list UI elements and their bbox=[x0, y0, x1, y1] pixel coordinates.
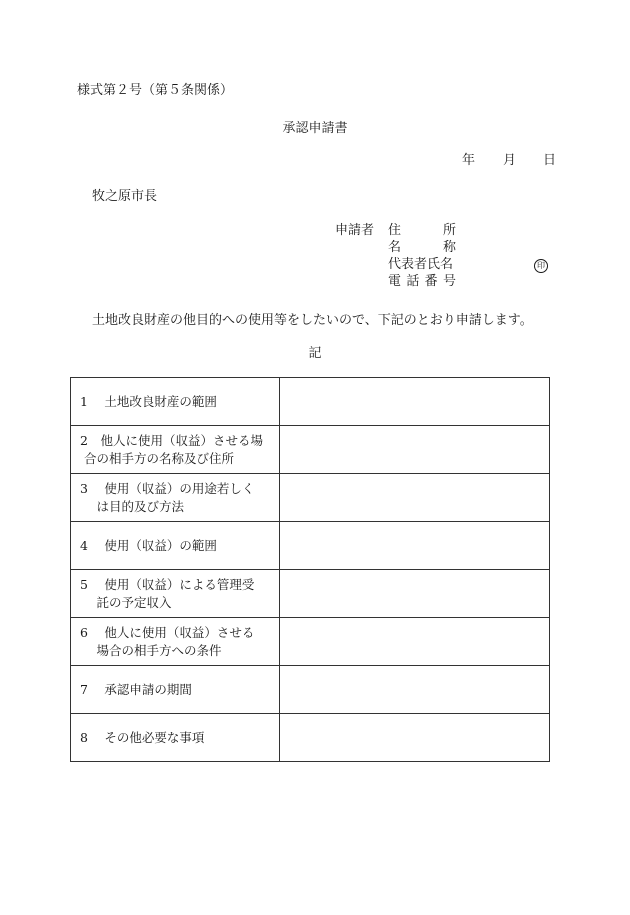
date-day-label: 日 bbox=[543, 153, 557, 168]
applicant-name-label bbox=[388, 240, 456, 256]
item-value-field[interactable] bbox=[279, 522, 549, 570]
field-char: 番 bbox=[424, 274, 438, 289]
table-row bbox=[71, 522, 550, 570]
item-label-cell bbox=[71, 378, 280, 426]
applicant-address-label bbox=[388, 223, 456, 239]
table-row bbox=[71, 618, 550, 666]
table-row bbox=[71, 666, 550, 714]
field-char: 号 bbox=[442, 274, 456, 289]
field-char: 話 bbox=[406, 274, 420, 289]
field-char: 代表者氏名 bbox=[388, 257, 454, 272]
item-label-cell bbox=[71, 570, 280, 618]
item-label-cell bbox=[71, 474, 280, 522]
item-value-field[interactable] bbox=[279, 474, 549, 522]
date-year-label: 年 bbox=[462, 153, 476, 168]
document-title: 承認申請書 bbox=[282, 121, 348, 136]
item-value-field[interactable] bbox=[279, 618, 549, 666]
item-label: 5 使用（収益）による管理受 託の予定収入 bbox=[80, 576, 255, 610]
application-statement: 土地改良財産の他目的への使用等をしたいので、下記のとおり申請します。 bbox=[92, 313, 533, 328]
item-label: 7 承認申請の期間 bbox=[80, 681, 192, 697]
item-label: 1 土地改良財産の範囲 bbox=[80, 393, 217, 409]
item-label: 3 使用（収益）の用途若しく は目的及び方法 bbox=[80, 480, 255, 514]
item-label-cell bbox=[71, 426, 280, 474]
items-table bbox=[70, 377, 550, 762]
item-label-cell bbox=[71, 714, 280, 762]
table-row bbox=[71, 714, 550, 762]
applicant-representative-label bbox=[388, 257, 456, 273]
applicant-label: 申請者 bbox=[335, 223, 375, 238]
ki-heading: 記 bbox=[308, 346, 322, 361]
item-value-field[interactable] bbox=[279, 570, 549, 618]
item-label-cell bbox=[71, 618, 280, 666]
field-char: 名 bbox=[388, 240, 402, 255]
field-char: 電 bbox=[388, 274, 402, 289]
seal-mark-icon: 印 bbox=[534, 259, 548, 273]
field-char: 所 bbox=[442, 223, 456, 238]
addressee: 牧之原市長 bbox=[92, 189, 158, 204]
item-value-field[interactable] bbox=[279, 666, 549, 714]
item-label-cell bbox=[71, 522, 280, 570]
item-value-field[interactable] bbox=[279, 714, 549, 762]
date-month-label: 月 bbox=[503, 153, 517, 168]
item-label: 8 その他必要な事項 bbox=[80, 729, 205, 745]
table-row bbox=[71, 474, 550, 522]
item-label: 6 他人に使用（収益）させる 場合の相手方への条件 bbox=[80, 624, 255, 658]
form-number: 様式第２号（第５条関係） bbox=[77, 83, 234, 98]
table-row bbox=[71, 378, 550, 426]
field-char: 称 bbox=[442, 240, 456, 255]
applicant-phone-label bbox=[388, 274, 456, 290]
item-label: 2 他人に使用（収益）させる場 合の相手方の名称及び住所 bbox=[80, 432, 263, 466]
table-row bbox=[71, 426, 550, 474]
item-value-field[interactable] bbox=[279, 378, 549, 426]
table-row bbox=[71, 570, 550, 618]
item-value-field[interactable] bbox=[279, 426, 549, 474]
item-label: 4 使用（収益）の範囲 bbox=[80, 537, 217, 553]
item-label-cell bbox=[71, 666, 280, 714]
field-char: 住 bbox=[388, 223, 402, 238]
